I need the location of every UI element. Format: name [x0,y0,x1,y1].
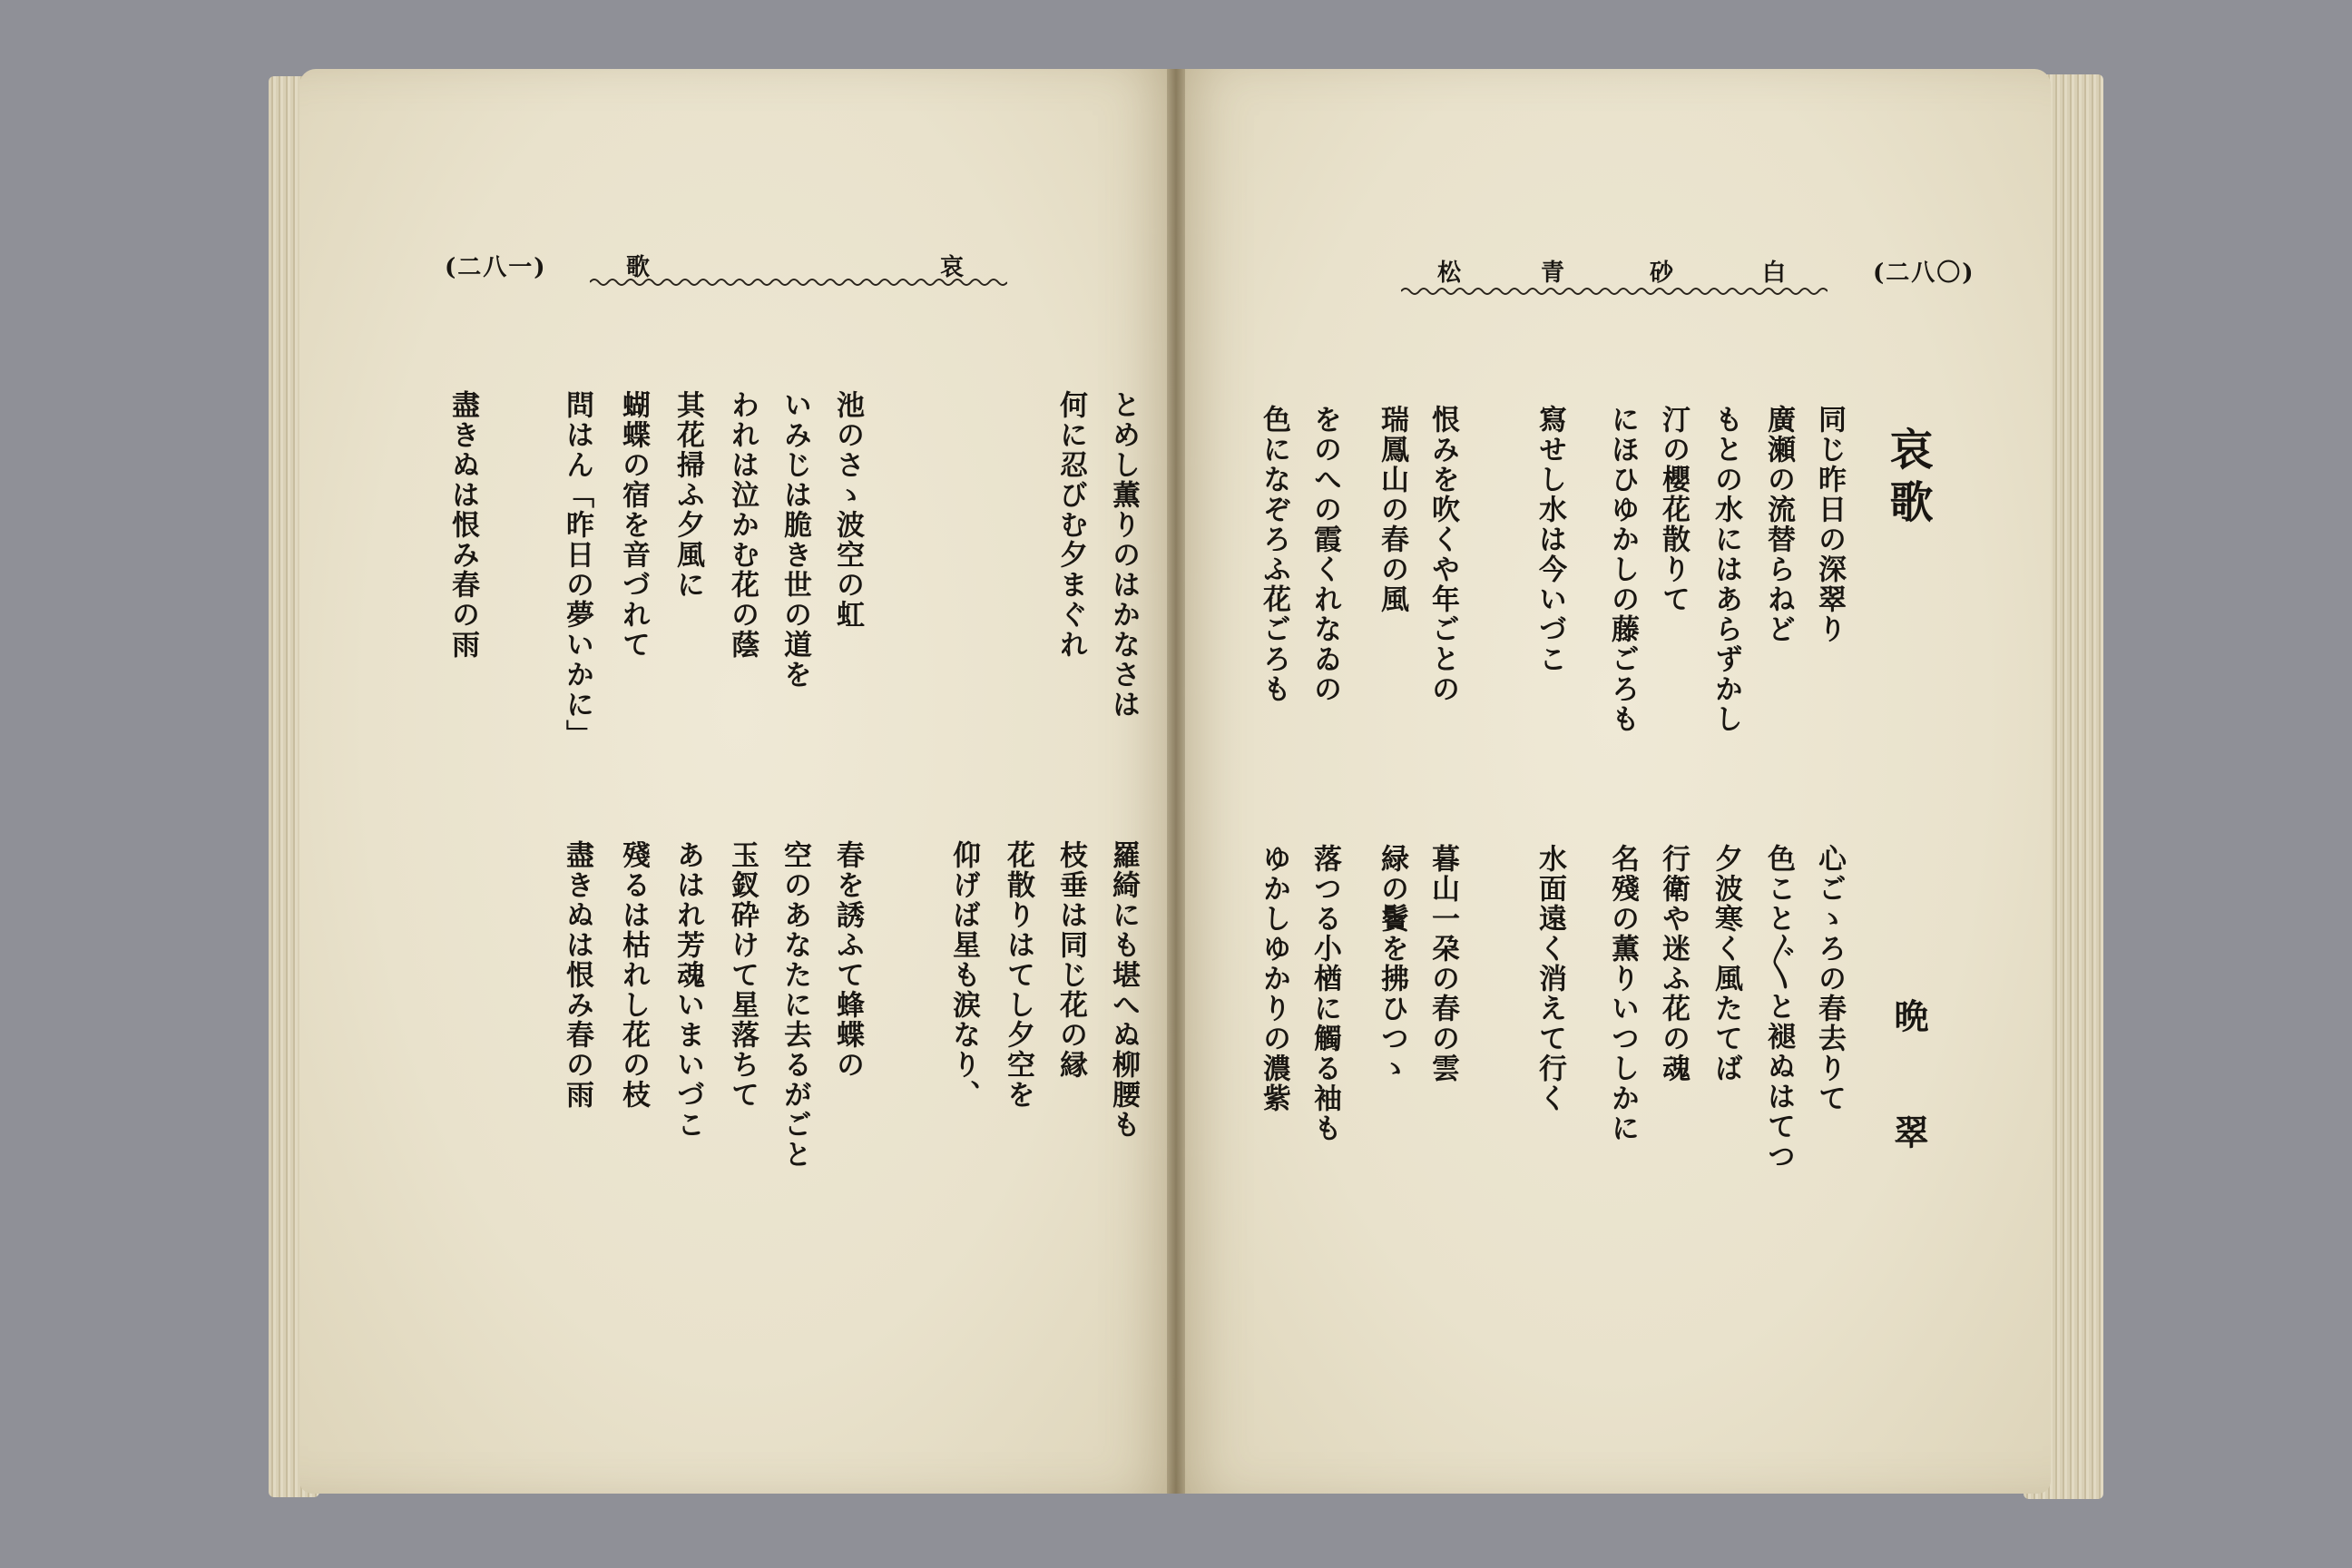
right-header-rule [1401,285,1828,298]
poem-line: 落つる小楢に觸る袖も [1308,844,1341,1143]
poem-line: 恨みを吹くや年ごとの [1426,405,1459,704]
poem-line: 瑞鳳山の春の風 [1376,405,1408,614]
poem-line: 春を誘ふて蜂蝶の [831,840,864,1080]
poem-line: 空のあなたに去るがごと [779,840,811,1170]
right-running-head-char: 白 [1762,260,1788,287]
right-running-head-char: 青 [1541,260,1567,287]
book-gutter [1167,69,1185,1494]
poem-line: 暮山一朶の春の雲 [1426,844,1459,1083]
poem-line: 色こと〴〵と褪ぬはてつ [1762,844,1795,1171]
poem-line: われは泣かむ花の蔭 [726,390,759,660]
right-running-head-char: 砂 [1650,260,1676,287]
poem-line: 名殘の薫りいつしかに [1606,844,1639,1143]
poem-line: をのへの霞くれなゐの [1308,405,1341,704]
poem-title: 哀歌 [1882,426,1933,532]
poem-line: 同じ昨日の深翠り [1813,405,1846,644]
poem-line: 水面遠く消えて行く [1534,844,1566,1113]
left-header-rule [590,276,1007,289]
poem-line: 仰げば星も涙なり、 [947,840,980,1110]
poem-line: 玉釵砕けて星落ちて [726,840,759,1110]
poem-line: 盡きぬは恨み春の雨 [561,840,593,1110]
poem-line: 緑の鬢を拂ひつゝ [1376,844,1408,1083]
poem-line: にほひゆかしの藤ごろも [1606,405,1639,734]
poem-line: 殘るは枯れし花の枝 [617,840,650,1110]
left-running-head-char: 歌 [626,254,652,281]
poem-line: とめし薫りのはかなさは [1107,390,1140,720]
poem-line: 池のさゝ波空の虹 [831,390,864,630]
poem-line: 何に忍びむ夕まぐれ [1054,390,1087,660]
poem-line: 行衛や迷ふ花の魂 [1657,844,1690,1083]
poem-line: 夕波寒く風たてば [1710,844,1742,1083]
poem-line: 心ごゝろの春去りて [1813,844,1846,1113]
left-page-number: (二八一) [445,254,547,281]
poem-line: 其花掃ふ夕風に [671,390,704,600]
poem-line: 汀の櫻花散りて [1657,405,1690,614]
poem-line: ゆかしゆかりの濃紫 [1258,844,1290,1113]
poem-line: 羅綺にも堪へぬ柳腰も [1107,840,1140,1140]
right-running-head-char: 松 [1437,260,1464,287]
poem-line: いみじは脆き世の道を [779,390,811,690]
poem-line: もとの水にはあらずかし [1710,405,1742,734]
poem-line: 問はん「昨日の夢いかに」 [561,390,593,750]
poem-line: 蝴蝶の宿を音づれて [617,390,650,660]
poem-line: 色になぞろふ花ごろも [1258,405,1290,704]
poem-line: あはれ芳魂いまいづこ [671,840,704,1140]
poem-line: 花散りはてし夕空を [1002,840,1034,1110]
poem-line: 寫せし水は今いづこ [1534,405,1566,674]
poem-line: 盡きぬは恨み春の雨 [446,390,479,660]
poem-line: 廣瀬の流替らねど [1762,405,1795,644]
poem-author: 晩翠 [1888,998,1929,1230]
right-page-number: (二八〇) [1873,260,1975,287]
left-running-head-char: 哀 [940,254,966,281]
poem-line: 枝垂は同じ花の縁 [1054,840,1087,1080]
